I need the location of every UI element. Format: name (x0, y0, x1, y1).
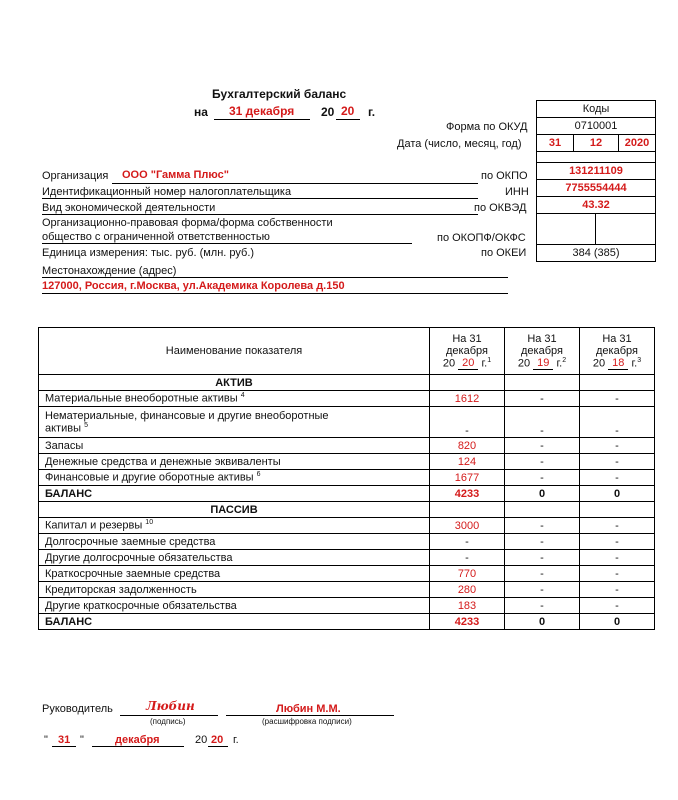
asset-value-2019: - (505, 470, 580, 486)
table-row (39, 518, 655, 534)
liab-value-2019: - (505, 550, 580, 566)
table-row (39, 598, 655, 614)
date-label: Дата (число, месяц, год) (397, 138, 522, 150)
asset-value-2018: - (580, 470, 655, 486)
table-row (39, 454, 655, 470)
okud-label: Форма по ОКУД (446, 121, 528, 133)
okpo-label: по ОКПО (481, 170, 528, 182)
liab-section-title: ПАССИВ (39, 502, 430, 518)
okud-value: 0710001 (537, 118, 655, 135)
asset-value-2020: 1612 (430, 391, 505, 407)
year-g: г. (368, 105, 376, 119)
asset-value-2020: 1677 (430, 470, 505, 486)
report-date: 31 декабря (229, 104, 295, 118)
date-day-code: 31 (537, 135, 574, 151)
asset-value-2019: - (505, 438, 580, 454)
liab-row-name: Долгосрочные заемные средства (39, 534, 430, 550)
asset-total-row: БАЛАНС 4233 0 0 (39, 486, 655, 502)
table-row (39, 550, 655, 566)
liab-row-name: Капитал и резервы $^{10}$ (39, 518, 430, 534)
asset-value-2018: - (580, 454, 655, 470)
inn-value: 7755554444 (537, 180, 655, 197)
signer-name: Любин М.М. (276, 703, 341, 715)
legal-form-label: Организационно-правовая форма/форма собственности (42, 217, 333, 229)
name-caption: (расшифровка подписи) (262, 717, 352, 726)
sign-month: декабря (115, 734, 160, 746)
address-value: 127000, Россия, г.Москва, ул.Академика Королева д.150 (42, 280, 345, 292)
asset-total-label: БАЛАНС (39, 486, 430, 502)
codes-title: Коды (537, 101, 655, 118)
date-month-code: 12 (574, 135, 619, 151)
head-label: Руководитель (42, 703, 113, 715)
liab-row-name: Другие краткосрочные обязательства (39, 598, 430, 614)
table-row (39, 407, 655, 438)
table-row (39, 534, 655, 550)
handwritten-signature: Любин (146, 699, 195, 713)
okved-value: 43.32 (537, 197, 655, 214)
okopf-cells (537, 214, 655, 245)
liab-value-2019: - (505, 598, 580, 614)
table-row (39, 566, 655, 582)
okei-label: по ОКЕИ (481, 247, 527, 259)
asset-row-name: Денежные средства и денежные эквиваленты (39, 454, 430, 470)
liab-row-name: Краткосрочные заемные средства (39, 566, 430, 582)
liab-total-label: БАЛАНС (39, 614, 430, 630)
liab-value-2019: - (505, 534, 580, 550)
asset-value-2020: 124 (430, 454, 505, 470)
liab-value-2018: - (580, 598, 655, 614)
codes-box (536, 100, 656, 262)
balance-table (38, 327, 655, 630)
liab-value-2020: - (430, 534, 505, 550)
table-row (39, 470, 655, 486)
asset-value-2019: - (505, 454, 580, 470)
okved-label: по ОКВЭД (474, 202, 527, 214)
table-row (39, 391, 655, 407)
document-title: Бухгалтерский баланс (212, 87, 347, 101)
asset-value-2019: - (505, 391, 580, 407)
liab-value-2018: - (580, 550, 655, 566)
asset-value-2018: - (580, 407, 655, 438)
liab-value-2020: 183 (430, 598, 505, 614)
liab-value-2019: - (505, 566, 580, 582)
liab-value-2019: - (505, 518, 580, 534)
asset-value-2019: - (505, 407, 580, 438)
signature-caption: (подпись) (150, 717, 186, 726)
inn-code-label: ИНН (505, 186, 529, 198)
liab-value-2020: 770 (430, 566, 505, 582)
address-label: Местонахождение (адрес) (42, 265, 177, 277)
okopf-label: по ОКОПФ/ОКФС (437, 232, 526, 244)
col2-header: На 31 декабря 20 19 г.$^2$ (505, 328, 580, 375)
asset-row-name: Нематериальные, финансовые и другие внеоборотные активы $^5$ (39, 407, 430, 438)
liab-value-2018: - (580, 582, 655, 598)
report-year: 20 (341, 104, 355, 118)
okpo-value: 131211109 (537, 163, 655, 180)
liab-value-2018: - (580, 534, 655, 550)
codes-spacer (537, 152, 655, 163)
date-codes (537, 135, 655, 152)
sign-year: 20 (211, 734, 224, 746)
asset-value-2020: 820 (430, 438, 505, 454)
asset-value-2018: - (580, 391, 655, 407)
asset-section-title: АКТИВ (39, 375, 430, 391)
col1-header: На 31 декабря 20 20 г.$^1$ (430, 328, 505, 375)
okei-value: 384 (385) (572, 247, 620, 259)
unit-label: Единица измерения: тыс. руб. (млн. руб.) (42, 247, 255, 259)
col-name-header: Наименование показателя (39, 328, 430, 375)
liab-row-name: Другие долгосрочные обязательства (39, 550, 430, 566)
sign-day: 31 (58, 734, 71, 746)
table-row (39, 438, 655, 454)
asset-row-name: Запасы (39, 438, 430, 454)
inn-label: Идентификационный номер налогоплательщика (42, 186, 292, 198)
table-header-row (39, 328, 655, 375)
date-prefix: на (194, 105, 208, 119)
org-name: ООО "Гамма Плюс" (122, 169, 229, 181)
liab-value-2018: - (580, 566, 655, 582)
liab-value-2019: - (505, 582, 580, 598)
date-year-code: 2020 (624, 137, 650, 149)
activity-label: Вид экономической деятельности (42, 202, 216, 214)
legal-form-value: общество с ограниченной ответственностью (42, 231, 270, 243)
asset-row-name: Материальные внеоборотные активы $^4$ (39, 391, 430, 407)
year-prefix: 20 (321, 105, 335, 119)
liab-value-2020: 3000 (430, 518, 505, 534)
table-row (39, 582, 655, 598)
org-label: Организация (42, 170, 109, 182)
asset-value-2018: - (580, 438, 655, 454)
liab-value-2020: 280 (430, 582, 505, 598)
asset-row-name: Финансовые и другие оборотные активы $^6$ (39, 470, 430, 486)
col3-header: На 31 декабря 20 18 г.$^3$ (580, 328, 655, 375)
liab-total-row: БАЛАНС 4233 0 0 (39, 614, 655, 630)
liab-section-row (39, 502, 655, 518)
asset-section-row (39, 375, 655, 391)
asset-value-2020: - (430, 407, 505, 438)
liab-value-2018: - (580, 518, 655, 534)
liab-value-2020: - (430, 550, 505, 566)
liab-row-name: Кредиторская задолженность (39, 582, 430, 598)
